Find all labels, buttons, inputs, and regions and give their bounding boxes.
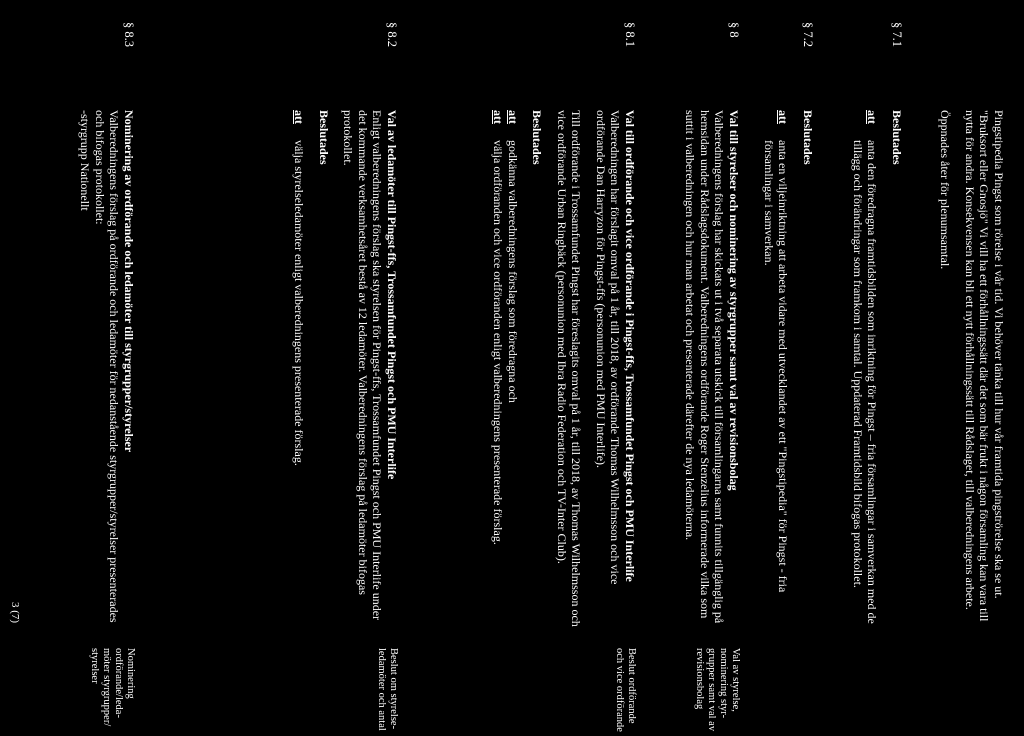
page-number: 3 (7) [9, 602, 21, 624]
section-8-1-text1: Valberedningen har förslagit omval på 1 år, till 2018, av ordförande Thomas Wilhelmsson och vice ordförande Dan Harryzon för Pingst-ffs (personunion med PMU Interlife). [594, 110, 623, 585]
section-8-2-side-note: Beslut om styrelse-ledamöter och antal [376, 648, 399, 731]
att-label: att [506, 110, 520, 124]
att-text: välja ordföranden och vice ordföranden enligt valberedningens presenterade förslag. [491, 140, 506, 545]
section-7-1-heading: Beslutades [890, 110, 904, 165]
att-text: välja styrelseledamöter enligt valberedningens presenterade förslag. [292, 140, 307, 466]
section-8-2-beslut: Beslutades [317, 110, 331, 165]
section-8-1-side-note: Beslut ordförande och vice ordförande [614, 648, 637, 732]
att-label: att [865, 110, 880, 124]
section-8-1-att2 [491, 110, 506, 630]
att-text: godkänna valberedningens förslag som föredragna och [506, 140, 520, 403]
section-8-1-number: § 8.1 [623, 22, 637, 47]
section-7-2-heading: Beslutades [801, 110, 815, 165]
intro-pause: Öppnades åter för plenumsamtal. [938, 110, 953, 270]
section-7-1-att [851, 110, 880, 630]
section-8-2-number: § 8.2 [385, 22, 399, 47]
intro-block [938, 110, 1006, 630]
section-8-1-att1 [506, 110, 521, 630]
section-8-1 [491, 110, 637, 630]
intro-text: Pingstipedia Pingst som rörelse i vår tid. Vi behöver tänka till hur vår framtida pingströrelse ska se ut. "Bruksort eller Gnosjö" Vi vill ha ett förhållningssätt där det som bär frukt i någon församling kan vara till nytta för andra. Konsekvensen kan bli ett nytt förhållningssätt till Rådslaget, till valberedningens arbete. [963, 110, 1006, 622]
section-8-1-text2: Till ordförande i Trossamfundet Pingst har föreslagits omval på 1 år, till 2018, av Thomas Wilhelmsson och vice ordförande Urban Ringbäck (personunion med Ibra Radio Federation och TV-Inter Club). [555, 110, 584, 627]
section-7-1 [851, 110, 905, 630]
section-7-2-number: § 7.2 [801, 22, 815, 47]
section-8-1-beslut: Beslutades [530, 110, 545, 165]
section-8-2-att [292, 110, 307, 630]
section-8-2-text: Enligt valberedningens förslag ska styrelsen för Pingst-ffs, Trossamfundet Pingst och PMU Interlife under det kommande verksamhetsåret bestå av 12 ledamöter. Valberedningens förslag på ledamöter bifogas protokollet. [341, 110, 385, 621]
section-8-side-note: Val av styrelse, nominering styr-grupper samt val av revisionsbolag [694, 648, 741, 732]
section-8-3-item: -styrgrupp Nationellt [78, 110, 93, 211]
att-label: att [292, 110, 307, 124]
att-label: att [491, 110, 506, 124]
section-8-3-text: Valberedningens förslag på ordförande och ledamöter för nedanstående styrgrupper/styrelser presenterades och bifogas protokollet: [93, 110, 122, 623]
section-8-3-heading: Nominering av ordförande och ledamöter till styrgrupper/styrelser [122, 110, 136, 453]
section-8-number: § 8 [727, 22, 741, 38]
section-8-heading: Val till styrelser och nominering av styrgrupper samt val av revisionsbolag [727, 110, 741, 491]
section-7-2 [762, 110, 816, 630]
section-8 [683, 110, 741, 630]
section-8-2-heading: Val av ledamöter till Pingst-ffs, Trossamfundet Pingst och PMU Interlife [385, 110, 399, 480]
att-text: anta en viljeinriktning att arbeta vidare med utvecklandet av ett "Pingstipedia" för Pingst - fria församlingar i samverkan. [762, 140, 791, 593]
section-8-text: Valberedningens förslag har skickats ut i två separata utskick till församlingarna samt funnits tillgänglig på hemsidan under Rådslagsdokument. Valberedningens ordförande Roger Stenzelius informerade vilka som suttit i valberedningen och hur man arbetat och presenterade därefter de nya ledamöterna. [683, 110, 727, 624]
att-label: att [776, 110, 791, 124]
section-8-3 [78, 110, 136, 630]
section-8-2 [292, 110, 399, 630]
section-8-3-side-note: Nominering ordförande/leda-möter styrgrupper/ styrelser [89, 648, 136, 727]
section-7-2-att [762, 110, 791, 630]
section-7-1-number: § 7.1 [890, 22, 904, 47]
section-8-1-heading: Val till ordförande och vice ordförande i Pingst-ffs, Trossamfundet Pingst och PMU Interlife [623, 110, 637, 582]
att-text: anta den föredragna framtidsbilden som inriktning för Pingst – fria församlingar i samverkan med de tillägg och förändringar som framkom i samtal. Uppdaterad Framtidsbild bifogas protokollet. [851, 140, 880, 624]
section-8-3-number: § 8.3 [122, 22, 136, 47]
